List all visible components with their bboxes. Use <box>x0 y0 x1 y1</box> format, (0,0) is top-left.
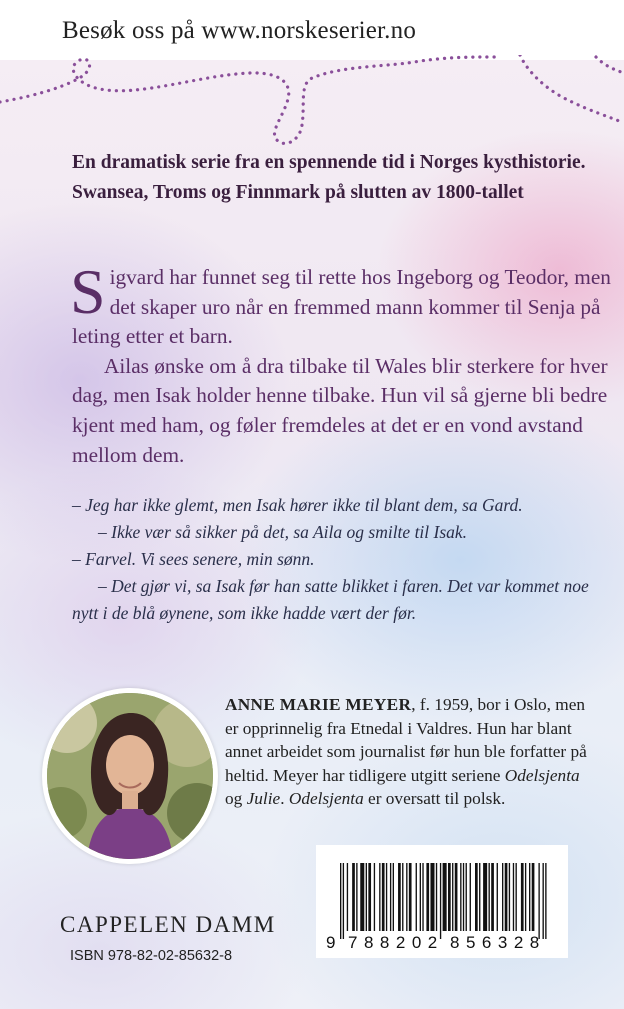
barcode-group-1: 788202 <box>348 933 444 952</box>
dialogue-line: – Jeg har ikke glemt, men Isak hører ikke til blant dem, sa Gard. <box>72 495 523 515</box>
dialogue-excerpt <box>72 492 612 627</box>
isbn-text: ISBN 978-82-02-85632-8 <box>70 948 233 964</box>
synopsis-paragraph-2: Ailas ønske om å dra tilbake til Wales blir sterkere for hver dag, men Isak holder henne tilbake. Hun vil så gjerne bli bedre kjent med ham, og føler fremdeles at det er en vond avstand mellom dem. <box>72 353 608 467</box>
author-bio-text: , f. 1959, bor i Oslo, men er opprinnelig fra Etnedal i Valdres. Hun har blant annet arbeidet som journalist før hun ble forfatter på heltid. Meyer har tidligere utgitt seriene <box>225 695 587 785</box>
barcode-bars <box>332 863 552 943</box>
dotted-swirl-decoration <box>0 55 624 155</box>
barcode-lead-digit: 9 <box>326 933 336 952</box>
website-banner <box>0 0 624 60</box>
series-title: Odelsjenta <box>288 789 364 808</box>
author-bio <box>225 693 597 811</box>
dialogue-line: – Det gjør vi, sa Isak før han satte blikket i faren. Det var kommet noe nytt i de blå øynene, som ikke hadde vært der før. <box>72 576 589 623</box>
author-bio-text: . <box>280 789 289 808</box>
website-text: Besøk oss på www.norskeserier.no <box>62 17 417 44</box>
author-photo <box>42 688 218 864</box>
synopsis <box>70 256 612 470</box>
dialogue-line: – Ikke vær så sikker på det, sa Aila og smilte til Isak. <box>98 522 468 542</box>
synopsis-paragraph-1 <box>70 256 612 352</box>
barcode-group-2: 856328 <box>450 933 546 952</box>
publisher-logo: CAPPELEN DAMM <box>60 912 276 937</box>
series-intro: En dramatisk serie fra en spennende tid i Norges kysthistorie. Swansea, Troms og Finnmark på slutten av 1800-tallet <box>72 152 586 203</box>
series-title: Odelsjenta <box>504 765 580 785</box>
author-name: ANNE MARIE MEYER <box>225 695 412 714</box>
author-bio-text: er oversatt til polsk. <box>363 789 506 808</box>
series-title: Julie <box>246 789 281 808</box>
barcode <box>316 845 568 958</box>
dialogue-line: – Farvel. Vi sees senere, min sønn. <box>72 549 315 569</box>
author-bio-text: og <box>225 789 247 808</box>
synopsis-paragraph-1-text: igvard har funnet seg til rette hos Ingeborg og Teodor, men det skaper uro når en fremmed mann kommer til Senja på leting etter et barn. <box>72 265 611 349</box>
drop-cap: S <box>70 256 106 327</box>
